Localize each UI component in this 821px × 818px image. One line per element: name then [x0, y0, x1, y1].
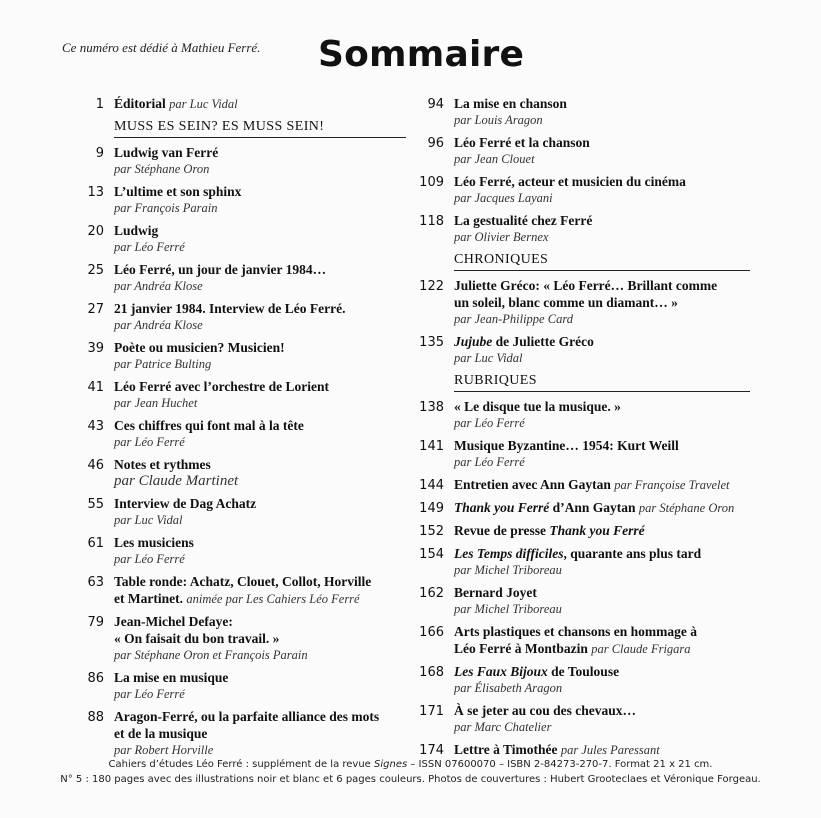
- toc-entry: [410, 212, 750, 246]
- page-number: 138: [419, 400, 444, 415]
- entry-author: par Léo Ferré: [114, 435, 185, 449]
- toc-entry-body: [114, 144, 406, 178]
- entry-author: par Léo Ferré: [454, 455, 525, 469]
- entry-author: par Michel Triboreau: [454, 602, 562, 616]
- toc-entry: [410, 277, 750, 328]
- entry-title-line-2: [114, 590, 406, 608]
- entry-title-text: Arts plastiques et chansons en hommage à: [454, 624, 698, 639]
- entry-title-text: Léo Ferré et la chanson: [454, 135, 590, 150]
- entry-title-text: Notes et rythmes: [114, 457, 211, 472]
- toc-entry: [410, 476, 750, 494]
- entry-title: [114, 378, 406, 395]
- toc-entry-body: [114, 456, 406, 490]
- page-number: 96: [427, 136, 444, 151]
- toc-entry: [410, 333, 750, 367]
- entry-title-line-2: [454, 294, 750, 311]
- toc-entry-body: [114, 417, 406, 451]
- page-number: 61: [87, 536, 104, 551]
- page-number: 174: [419, 743, 444, 758]
- toc-entry-body: [454, 277, 750, 328]
- entry-title-italic: Les Temps difficiles: [454, 546, 564, 561]
- entry-author: par Léo Ferré: [454, 416, 525, 430]
- page-number: 141: [419, 439, 444, 454]
- entry-title: [454, 584, 750, 601]
- entry-author: par Stéphane Oron: [638, 501, 735, 515]
- toc-entry-body: [454, 333, 750, 367]
- page-number: 20: [87, 224, 104, 239]
- entry-title-text: « Le disque tue la musique. »: [454, 399, 621, 414]
- entry-title-text: La mise en musique: [114, 670, 229, 685]
- entry-author: par Jean Clouet: [454, 152, 535, 166]
- toc-entry-body: [114, 339, 406, 373]
- entry-author: par Andréa Klose: [114, 279, 203, 293]
- entry-author: par Luc Vidal: [169, 97, 238, 111]
- entry-title: [454, 663, 750, 680]
- entry-author: par Claude Frigara: [591, 642, 691, 656]
- entry-title-text: La gestualité chez Ferré: [454, 213, 593, 228]
- page-number: 55: [87, 497, 104, 512]
- entry-title-text: un soleil, blanc comme un diamant… »: [454, 295, 678, 310]
- entry-title: [114, 339, 406, 356]
- toc-entry-body: [454, 212, 750, 246]
- entry-title: [114, 495, 406, 512]
- entry-author: par Léo Ferré: [114, 687, 185, 701]
- entry-title: [454, 277, 750, 294]
- page-number: 94: [427, 97, 444, 112]
- page-number: 171: [419, 704, 444, 719]
- entry-title-text: Lettre à Timothée: [454, 742, 558, 757]
- entry-title-text: Jean-Michel Defaye:: [114, 614, 233, 629]
- entry-title-italic: Jujube: [454, 334, 493, 349]
- toc-entry-body: [454, 173, 750, 207]
- toc-entry: [76, 495, 406, 529]
- entry-title-italic: Thank you Ferré: [549, 523, 645, 538]
- page-number: 154: [419, 547, 444, 562]
- entry-author: par Luc Vidal: [114, 513, 183, 527]
- page-number: 86: [87, 671, 104, 686]
- page-number: 13: [87, 185, 104, 200]
- entry-author: par Stéphane Oron et François Parain: [114, 648, 308, 662]
- entry-title-text: Entretien avec Ann Gaytan: [454, 477, 611, 492]
- entry-title-text: Revue de presse: [454, 523, 550, 538]
- section-heading: RUBRIQUES: [454, 372, 750, 392]
- colophon-text: – ISSN 07600070 – ISBN 2-84273-270-7. Format 21 x 21 cm.: [407, 759, 713, 770]
- toc-entry: [76, 534, 406, 568]
- entry-title: [114, 95, 406, 113]
- entry-title-text: de Toulouse: [547, 664, 620, 679]
- entry-author: par François Parain: [114, 201, 218, 215]
- entry-title: [454, 702, 750, 719]
- entry-title: [454, 437, 750, 454]
- toc-entry: [76, 300, 406, 334]
- entry-title-text: Les musiciens: [114, 535, 194, 550]
- entry-title-text: , quarante ans plus tard: [563, 546, 702, 561]
- entry-title-text: À se jeter au cou des chevaux…: [454, 703, 636, 718]
- toc-entry: [410, 545, 750, 579]
- toc-entry: [76, 95, 406, 113]
- entry-title-line-2: [114, 630, 406, 647]
- toc-entry: [410, 702, 750, 736]
- entry-author: par Robert Horville: [114, 743, 214, 757]
- entry-author: par Marc Chatelier: [454, 720, 552, 734]
- entry-title: [114, 573, 406, 590]
- entry-title-italic: Thank you Ferré: [454, 500, 550, 515]
- toc-entry: [410, 437, 750, 471]
- page-number: 149: [419, 501, 444, 516]
- toc-entry: [410, 623, 750, 658]
- entry-title: [454, 545, 750, 562]
- entry-title: [114, 183, 406, 200]
- entry-title-text: Léo Ferré, acteur et musicien du cinéma: [454, 174, 686, 189]
- toc-entry-body: [454, 663, 750, 697]
- entry-author: par Patrice Bulting: [114, 357, 212, 371]
- entry-title: [454, 173, 750, 190]
- entry-title: [114, 708, 406, 725]
- entry-title-text: Interview de Dag Achatz: [114, 496, 257, 511]
- entry-author: par Luc Vidal: [454, 351, 523, 365]
- toc-entry-body: [114, 222, 406, 256]
- entry-title: [114, 261, 406, 278]
- entry-author: par Olivier Bernex: [454, 230, 549, 244]
- colophon: [0, 757, 821, 787]
- entry-title-line-2: [114, 725, 406, 742]
- entry-title: [454, 623, 750, 640]
- toc-entry: [76, 708, 406, 759]
- page-number: 63: [87, 575, 104, 590]
- entry-title: [114, 669, 406, 686]
- colophon-text: Cahiers d’études Léo Ferré : supplément de la revue: [108, 759, 375, 770]
- entry-title-text: « On faisait du bon travail. »: [114, 631, 280, 646]
- page-number: 109: [419, 175, 444, 190]
- page-number: 168: [419, 665, 444, 680]
- toc-entry: [76, 417, 406, 451]
- entry-author: par Françoise Travelet: [614, 478, 730, 492]
- entry-title: [114, 144, 406, 161]
- entry-author: par Léo Ferré: [114, 552, 185, 566]
- entry-author: par Jules Paressant: [560, 743, 660, 757]
- entry-title: [114, 222, 406, 239]
- toc-entry: [410, 499, 750, 517]
- toc-entry-body: [454, 584, 750, 618]
- entry-title-text: Bernard Joyet: [454, 585, 537, 600]
- page-number: 166: [419, 625, 444, 640]
- toc-entry: [410, 398, 750, 432]
- entry-title: [114, 300, 406, 317]
- entry-title: [114, 613, 406, 630]
- entry-title: [114, 417, 406, 434]
- toc-entry-body: [454, 476, 750, 494]
- page-number: 39: [87, 341, 104, 356]
- toc-entry: [76, 183, 406, 217]
- entry-author: par Andréa Klose: [114, 318, 203, 332]
- toc-entry-body: [454, 623, 750, 658]
- entry-author: par Louis Aragon: [454, 113, 543, 127]
- entry-title: [454, 476, 750, 494]
- entry-title-text: Léo Ferré, un jour de janvier 1984…: [114, 262, 327, 277]
- colophon-review-name: Signes: [374, 759, 408, 770]
- toc-entry: [410, 522, 750, 540]
- entry-title-text: Aragon-Ferré, ou la parfaite alliance des mots: [114, 709, 380, 724]
- toc-entry: [76, 144, 406, 178]
- colophon-line-1: [0, 757, 821, 772]
- toc-entry-body: [454, 702, 750, 736]
- toc-entry-body: [114, 573, 406, 608]
- page-number: 135: [419, 335, 444, 350]
- page-number: 122: [419, 279, 444, 294]
- page-number: 41: [87, 380, 104, 395]
- page-number: 118: [419, 214, 444, 229]
- toc-entry-body: [454, 437, 750, 471]
- entry-author: par Claude Martinet: [114, 473, 239, 489]
- toc-entry-body: [114, 300, 406, 334]
- page-number: 152: [419, 524, 444, 539]
- toc-left-column: [76, 95, 406, 764]
- entry-author: animée par Les Cahiers Léo Ferré: [186, 592, 360, 606]
- entry-author: par Jean Huchet: [114, 396, 198, 410]
- toc-entry-body: [454, 134, 750, 168]
- entry-title-text: 21 janvier 1984. Interview de Léo Ferré.: [114, 301, 346, 316]
- entry-title-text: Ludwig van Ferré: [114, 145, 219, 160]
- entry-title: [454, 522, 750, 539]
- entry-title: [114, 534, 406, 551]
- entry-title-text: d’Ann Gaytan: [549, 500, 636, 515]
- toc-entry: [76, 261, 406, 295]
- toc-entry-body: [114, 708, 406, 759]
- toc-entry-body: [114, 495, 406, 529]
- toc-entry-body: [114, 261, 406, 295]
- page-number: 1: [95, 97, 104, 112]
- toc-entry: [76, 613, 406, 664]
- entry-title-text: de Juliette Gréco: [492, 334, 594, 349]
- entry-title-italic: Les Faux Bijoux: [454, 664, 548, 679]
- entry-title-text: Juliette Gréco: « Léo Ferré… Brillant comme: [454, 278, 718, 293]
- entry-title-text: et Martinet.: [114, 591, 183, 606]
- entry-author: par Jacques Layani: [454, 191, 553, 205]
- toc-entry: [410, 584, 750, 618]
- toc-entry-body: [114, 534, 406, 568]
- toc-entry: [76, 378, 406, 412]
- page-number: 79: [87, 615, 104, 630]
- page-number: 88: [87, 710, 104, 725]
- toc-entry-body: [454, 545, 750, 579]
- entry-title-text: Ces chiffres qui font mal à la tête: [114, 418, 304, 433]
- toc-entry: [410, 663, 750, 697]
- page-number: 27: [87, 302, 104, 317]
- entry-title-text: Éditorial: [114, 96, 166, 111]
- toc-entry: [76, 222, 406, 256]
- toc-entry-body: [454, 499, 750, 517]
- entry-author: par Stéphane Oron: [114, 162, 210, 176]
- entry-title: [454, 499, 750, 517]
- toc-entry-body: [454, 522, 750, 540]
- section-heading: CHRONIQUES: [454, 251, 750, 271]
- section-heading: MUSS ES SEIN? ES MUSS SEIN!: [114, 118, 406, 138]
- toc-entry-body: [454, 95, 750, 129]
- toc-entry: [76, 669, 406, 703]
- toc-entry: [76, 339, 406, 373]
- toc-entry-body: [454, 398, 750, 432]
- page-number: 46: [87, 458, 104, 473]
- entry-author: par Jean-Philippe Card: [454, 312, 573, 326]
- entry-title-text: et de la musique: [114, 726, 208, 741]
- entry-title: [114, 456, 406, 473]
- entry-title-text: La mise en chanson: [454, 96, 567, 111]
- toc-entry-body: [114, 95, 406, 113]
- page-number: 162: [419, 586, 444, 601]
- page-title: Sommaire: [318, 34, 525, 75]
- entry-title: [454, 398, 750, 415]
- page-number: 144: [419, 478, 444, 493]
- toc-entry: [410, 95, 750, 129]
- entry-title-line-2: [454, 640, 750, 658]
- entry-title-text: L’ultime et son sphinx: [114, 184, 242, 199]
- entry-title: [454, 212, 750, 229]
- toc-entry: [410, 134, 750, 168]
- entry-title-text: Poète ou musicien? Musicien!: [114, 340, 285, 355]
- entry-title-text: Léo Ferré avec l’orchestre de Lorient: [114, 379, 330, 394]
- entry-title-text: Musique Byzantine… 1954: Kurt Weill: [454, 438, 679, 453]
- page-number: 43: [87, 419, 104, 434]
- page-number: 9: [95, 146, 104, 161]
- toc-entry-body: [114, 669, 406, 703]
- toc-entry: [76, 456, 406, 490]
- entry-author: par Léo Ferré: [114, 240, 185, 254]
- page-number: 25: [87, 263, 104, 278]
- entry-title: [454, 95, 750, 112]
- entry-author: par Michel Triboreau: [454, 563, 562, 577]
- entry-title: [454, 333, 750, 350]
- toc-entry-body: [114, 183, 406, 217]
- toc-entry: [76, 573, 406, 608]
- entry-title-text: Table ronde: Achatz, Clouet, Collot, Horville: [114, 574, 372, 589]
- toc-right-column: [410, 95, 750, 764]
- toc-entry: [410, 173, 750, 207]
- colophon-line-2: N° 5 : 180 pages avec des illustrations noir et blanc et 6 pages couleurs. Photos de couvertures : Hubert Grooteclaes et Véronique Forgeau.: [60, 774, 761, 785]
- entry-title-text: Léo Ferré à Montbazin: [454, 641, 588, 656]
- toc-entry-body: [114, 613, 406, 664]
- entry-author: par Élisabeth Aragon: [454, 681, 563, 695]
- dedication: Ce numéro est dédié à Mathieu Ferré.: [62, 40, 261, 55]
- entry-title: [454, 134, 750, 151]
- entry-title-text: Ludwig: [114, 223, 159, 238]
- toc-entry-body: [114, 378, 406, 412]
